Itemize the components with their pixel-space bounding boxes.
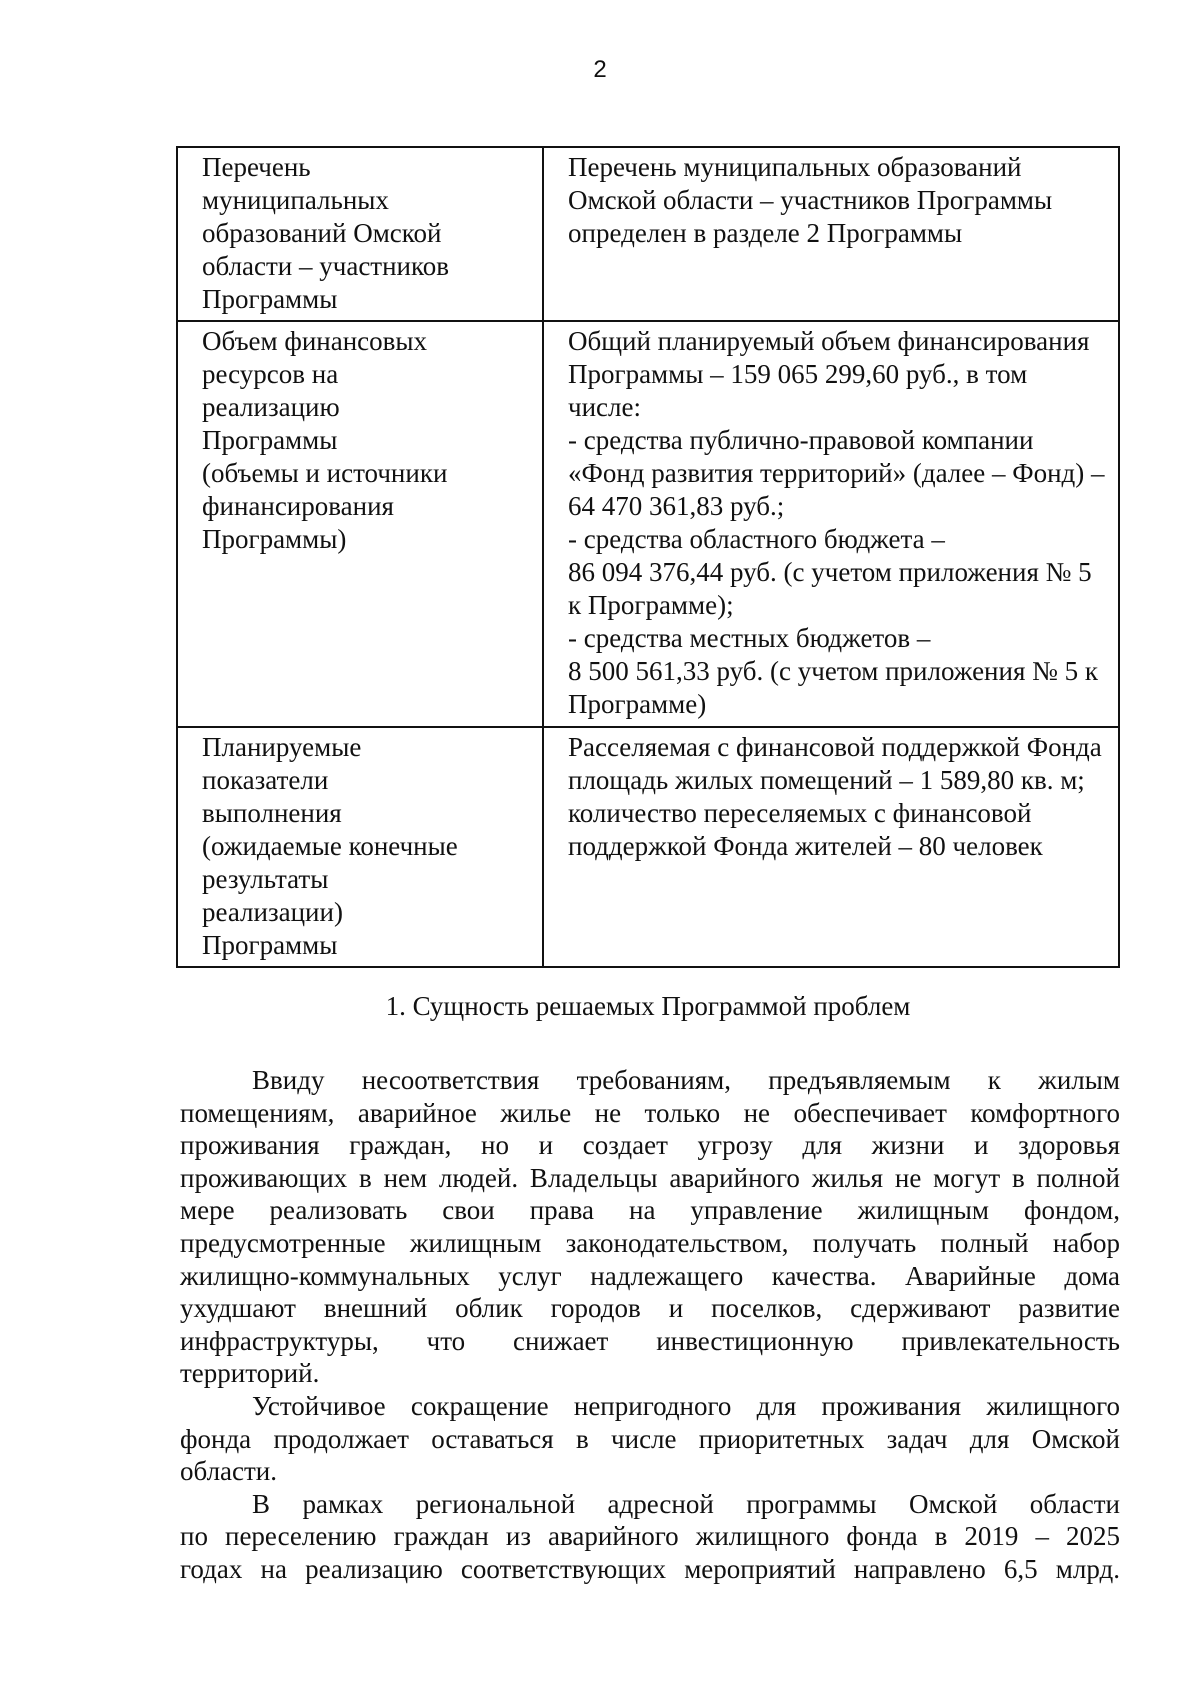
cell-line: реализации) (202, 897, 343, 927)
cell-line: Омской области – участников Программы (568, 185, 1053, 215)
cell-line: поддержкой Фонда жителей – 80 человек (568, 831, 1043, 861)
cell-line: числе: (568, 392, 641, 422)
text-line: фонда продолжает оставаться в числе приоритетных задач для Омской (180, 1423, 1120, 1454)
text-line: Устойчивое сокращение непригодного для проживания жилищного (252, 1390, 1120, 1421)
cell-line: Программы (202, 425, 338, 455)
table-cell-value (543, 147, 1119, 321)
cell-line: (объемы и источники (202, 458, 448, 488)
cell-line: показатели (202, 765, 329, 795)
cell-line: Программе) (568, 689, 707, 719)
text-line: территорий. (180, 1358, 320, 1389)
text-line: жилищно-коммунальных услуг надлежащего качества. Аварийные дома (180, 1260, 1120, 1291)
cell-line: Расселяемая с финансовой поддержкой Фонда (568, 732, 1102, 762)
text-line: по переселению граждан из аварийного жилищного фонда в 2019 – 2025 (180, 1521, 1120, 1552)
text-line: Ввиду несоответствия требованиям, предъявляемым к жилым (252, 1065, 1120, 1095)
cell-line: 8 500 561,33 руб. (с учетом приложения № 5 к (568, 656, 1099, 686)
cell-line: количество переселяемых с финансовой (568, 798, 1032, 828)
cell-line: - средства публично-правовой компании (568, 425, 1034, 455)
cell-line: 86 094 376,44 руб. (с учетом приложения № 5 (568, 557, 1092, 587)
cell-line: Перечень муниципальных образований (568, 152, 1022, 182)
table-cell-value (543, 321, 1119, 727)
cell-line: ресурсов на (202, 359, 339, 389)
body-text (180, 1064, 1120, 1586)
text-line: годах на реализацию соответствующих мероприятий направлено 6,5 млрд. (180, 1553, 1120, 1584)
cell-line: Программы) (202, 524, 347, 554)
cell-line: - средства местных бюджетов – (568, 623, 931, 653)
program-passport-table (176, 146, 1120, 968)
text-line: предусмотренные жилищным законодательством, получать полный набор (180, 1227, 1120, 1258)
cell-line: муниципальных (202, 185, 389, 215)
cell-line: финансирования (202, 491, 394, 521)
cell-line: - средства областного бюджета – (568, 524, 945, 554)
cell-line: Программы – 159 065 299,60 руб., в том (568, 359, 1028, 389)
text-line: В рамках региональной адресной программы Омской области (252, 1488, 1120, 1519)
page-number: 2 (593, 56, 607, 83)
cell-line: реализацию (202, 392, 340, 422)
text-line: помещениям, аварийное жилье не только не обеспечивает комфортного (180, 1097, 1120, 1128)
table-cell-label (177, 147, 543, 321)
cell-line: результаты (202, 864, 329, 894)
table-cell-label (177, 321, 543, 727)
cell-line: выполнения (202, 798, 342, 828)
cell-line: образований Омской (202, 218, 442, 248)
cell-line: Планируемые (202, 732, 362, 762)
cell-line: площадь жилых помещений – 1 589,80 кв. м; (568, 765, 1085, 795)
cell-line: к Программе); (568, 590, 734, 620)
cell-line: Общий планируемый объем финансирования (568, 326, 1090, 356)
cell-line: области – участников (202, 251, 449, 281)
cell-line: (ожидаемые конечные (202, 831, 458, 861)
paragraph (180, 1488, 1120, 1586)
text-line: ухудшают внешний облик городов и поселков, сдерживают развитие (180, 1293, 1120, 1324)
table-row (177, 321, 1119, 727)
table-cell-label (177, 727, 543, 967)
paragraph (180, 1390, 1120, 1488)
text-line: проживания граждан, но и создает угрозу для жизни и здоровья (180, 1130, 1120, 1161)
text-line: инфраструктуры, что снижает инвестиционную привлекательность (180, 1325, 1120, 1356)
text-line: области. (180, 1456, 278, 1487)
cell-line: Программы (202, 930, 338, 960)
cell-line: «Фонд развития территорий» (далее – Фонд) – (568, 458, 1105, 488)
text-line: мере реализовать свои права на управление жилищным фондом, (180, 1195, 1120, 1226)
cell-line: Программы (202, 284, 338, 314)
text-line: проживающих в нем людей. Владельцы аварийного жилья не могут в полной (180, 1162, 1120, 1193)
section-heading: 1. Сущность решаемых Программой проблем (385, 991, 911, 1021)
cell-line: Объем финансовых (202, 326, 428, 356)
table-cell-value (543, 727, 1119, 967)
cell-line: 64 470 361,83 руб.; (568, 491, 785, 521)
cell-line: Перечень (202, 152, 311, 182)
cell-line: определен в разделе 2 Программы (568, 218, 963, 248)
paragraph (180, 1064, 1120, 1390)
table-row (177, 147, 1119, 321)
table-row (177, 727, 1119, 967)
